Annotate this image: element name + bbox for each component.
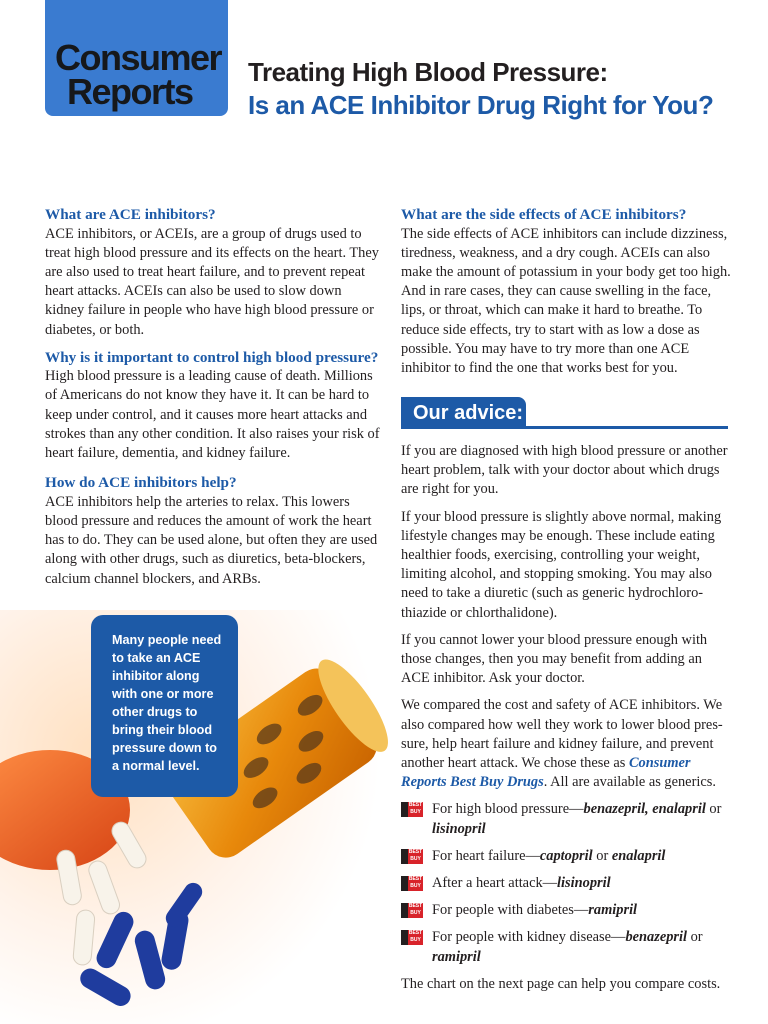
best-buy-item	[401, 800, 731, 838]
item-condition: For heart failure—	[432, 847, 540, 864]
item-condition: For people with diabetes—	[432, 902, 589, 919]
item-condition: For people with kidney disease—	[432, 929, 626, 946]
advice-heading: Our advice:	[401, 397, 526, 429]
right-column	[401, 205, 731, 378]
heading-what-are-ace: What are ACE inhibitors?	[45, 206, 216, 223]
cr-mark	[401, 930, 408, 945]
advice-body	[401, 442, 731, 1002]
best-buy-badge-text: BEST BUY	[408, 848, 423, 862]
advice-para-3: If you cannot lower your blood pressure enough with those changes, then you may benefit from adding an ACE inhibitor. Ask your doctor.	[401, 631, 708, 687]
logo-line2: Reports	[67, 71, 193, 112]
item-drug: ramipril	[588, 902, 638, 919]
heading-side-effects: What are the side effects of ACE inhibitors?	[401, 206, 687, 223]
item-drug: lisinopril	[557, 875, 611, 892]
logo-line1: Consumer	[55, 37, 222, 78]
best-buy-badge-text: BEST BUY	[408, 802, 423, 816]
item-drug-alt: enalapril	[611, 847, 666, 864]
best-buy-item	[401, 901, 731, 920]
page-title: Treating High Blood Pressure:	[248, 57, 608, 87]
item-drug-alt: ramipril	[432, 948, 481, 965]
advice-header	[401, 397, 728, 429]
best-buy-item-text	[432, 847, 665, 866]
advice-para-4	[401, 696, 731, 792]
advice-para-4-end: . All are available as generics.	[543, 774, 716, 791]
best-buy-badge-text: BEST BUY	[408, 930, 423, 944]
item-condition: For high blood pressure—	[432, 801, 584, 818]
item-drug: benazepril	[625, 929, 687, 946]
best-buy-item-text	[432, 901, 637, 920]
item-connector: or	[687, 929, 703, 946]
para-why-important: High blood pressure is a leading cause of death. Millions of Americans do not know they have it. It can be hard to keep under control, and it causes more heart attacks and strokes than any other condition. It also raises your risk of heart failure, dementia, and kidney failure.	[45, 368, 380, 462]
best-buy-badge-icon	[401, 849, 423, 864]
best-buy-item	[401, 928, 731, 966]
best-buy-item-text	[432, 800, 731, 838]
best-buy-item-text	[432, 928, 731, 966]
best-buy-drugs-label: Consumer Reports Best Buy Drugs	[401, 755, 691, 791]
para-how-help: ACE inhibitors help the arteries to relax. This lowers blood pressure and reduces the amount of work the heart has to do. They can be used alone, but often they are used along with other drugs, such as diuretics, beta-blockers, calcium channel blockers, and ARBs.	[45, 493, 378, 587]
item-drug: benazepril, enalapril	[583, 801, 706, 818]
heading-how-help: How do ACE inhibitors help?	[45, 474, 237, 492]
heading-why-important: Why is it important to control high blood pressure?	[45, 348, 379, 366]
best-buy-item	[401, 847, 731, 866]
best-buy-item	[401, 874, 731, 893]
cr-mark	[401, 802, 408, 817]
cr-mark	[401, 903, 408, 918]
advice-closing: The chart on the next page can help you compare costs.	[401, 975, 721, 992]
best-buy-badge-icon	[401, 876, 423, 891]
advice-para-4-text: We compared the cost and safety of ACE inhibitors. We also compared how well they work to lower blood pres-sure, help heart failure and kidney failure, and prevent another heart attack. We chose these as	[401, 697, 723, 772]
best-buy-badge-icon	[401, 903, 423, 918]
cr-mark	[401, 876, 408, 891]
left-column	[45, 205, 380, 589]
best-buy-badge-icon	[401, 802, 423, 817]
advice-para-1: If you are diagnosed with high blood pressure or another heart problem, talk with your doctor about which drugs are right for you.	[401, 443, 728, 498]
item-drug-alt: lisinopril	[432, 820, 486, 837]
page-subtitle: Is an ACE Inhibitor Drug Right for You?	[248, 90, 714, 120]
item-connector: or	[592, 847, 612, 864]
callout-box: Many people need to take an ACE inhibitor along with one or more other drugs to bring their blood pressure down to a normal level.	[91, 615, 238, 797]
item-drug: captopril	[539, 847, 593, 864]
item-condition: After a heart attack—	[432, 875, 558, 892]
best-buy-badge-text: BEST BUY	[408, 876, 423, 890]
consumer-reports-logo	[45, 0, 228, 116]
item-connector: or	[705, 801, 722, 818]
advice-rule	[521, 426, 728, 429]
best-buy-badge-text: BEST BUY	[408, 903, 423, 917]
cr-mark	[401, 849, 408, 864]
best-buy-item-text	[432, 874, 611, 893]
best-buy-list	[401, 800, 731, 966]
advice-para-2: If your blood pressure is slightly above normal, making lifestyle changes may be enough. These include eating healthier foods, exercising, controlling your weight, limiting alcohol, and stopping smoking. You may also need to take a diuretic (such as generic hydrochloro-thiazide or chlorthalidone).	[401, 508, 722, 621]
best-buy-badge-icon	[401, 930, 423, 945]
para-side-effects: The side effects of ACE inhibitors can include dizziness, tiredness, weakness, and a dry cough. ACEIs can also make the amount of potassium in your body get too high. And in rare cases, they can cause swelling in the face, lips, or throat, which can make it hard to breathe. To reduce side effects, try to start with as low a dose as possible. You may have to try more than one ACE inhibitor to find the one that works best for you.	[401, 225, 731, 376]
para-what-are-ace: ACE inhibitors, or ACEIs, are a group of drugs used to treat high blood pressure and its effects on the heart. They are also used to treat heart failure, and to prevent repeat heart attacks. ACEIs can also be used to slow down kidney failure in people who have high blood pressure or diabetes, or both.	[45, 225, 379, 338]
